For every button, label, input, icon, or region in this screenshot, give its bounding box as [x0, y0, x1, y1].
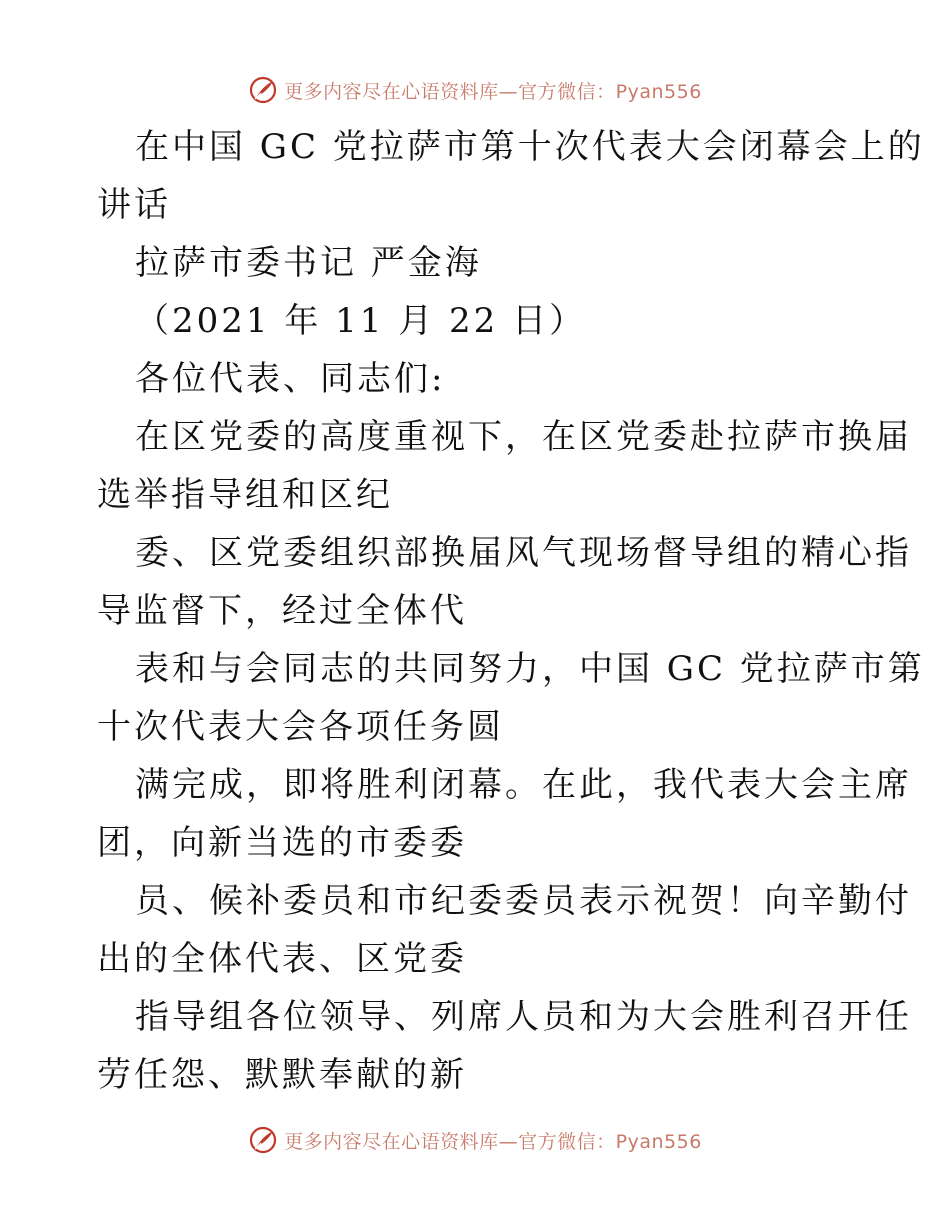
body-line: 十次代表大会各项任务圆: [97, 707, 504, 747]
body-line: 员、候补委员和市纪委委员表示祝贺！向辛勤付: [135, 881, 912, 921]
watermark-footer: [0, 1120, 950, 1160]
body-line: 团，向新当选的市委委: [97, 823, 467, 863]
title-line-1: 在中国 GC 党拉萨市第十次代表大会闭幕会上的: [135, 127, 925, 167]
body-line: 劳任怨、默默奉献的新: [97, 1055, 467, 1095]
body-line: 在区党委的高度重视下，在区党委赴拉萨市换届: [135, 417, 912, 457]
feather-pen-logo-icon: [248, 1125, 278, 1155]
body-line: 表和与会同志的共同努力，中国 GC 党拉萨市第: [135, 649, 925, 689]
watermark-text: 更多内容尽在心语资料库—官方微信：Pyan556: [284, 1130, 702, 1153]
body-line: 导监督下，经过全体代: [97, 591, 467, 631]
body-line: 选举指导组和区纪: [97, 475, 393, 515]
salutation-line: 各位代表、同志们:: [135, 359, 446, 399]
author-line: 拉萨市委书记 严金海: [135, 243, 482, 283]
body-line: 满完成，即将胜利闭幕。在此，我代表大会主席: [135, 765, 912, 805]
body-line: 出的全体代表、区党委: [97, 939, 467, 979]
watermark-text: 更多内容尽在心语资料库—官方微信：Pyan556: [284, 80, 702, 103]
document-body: [97, 118, 925, 1104]
body-line: 指导组各位领导、列席人员和为大会胜利召开任: [135, 997, 912, 1037]
watermark-header: [0, 70, 950, 110]
body-line: 委、区党委组织部换届风气现场督导组的精心指: [135, 533, 912, 573]
title-line-2: 讲话: [97, 185, 171, 225]
feather-pen-logo-icon: [248, 75, 278, 105]
date-line: （2021 年 11 月 22 日）: [135, 301, 587, 341]
body-paragraphs: [97, 408, 925, 1104]
